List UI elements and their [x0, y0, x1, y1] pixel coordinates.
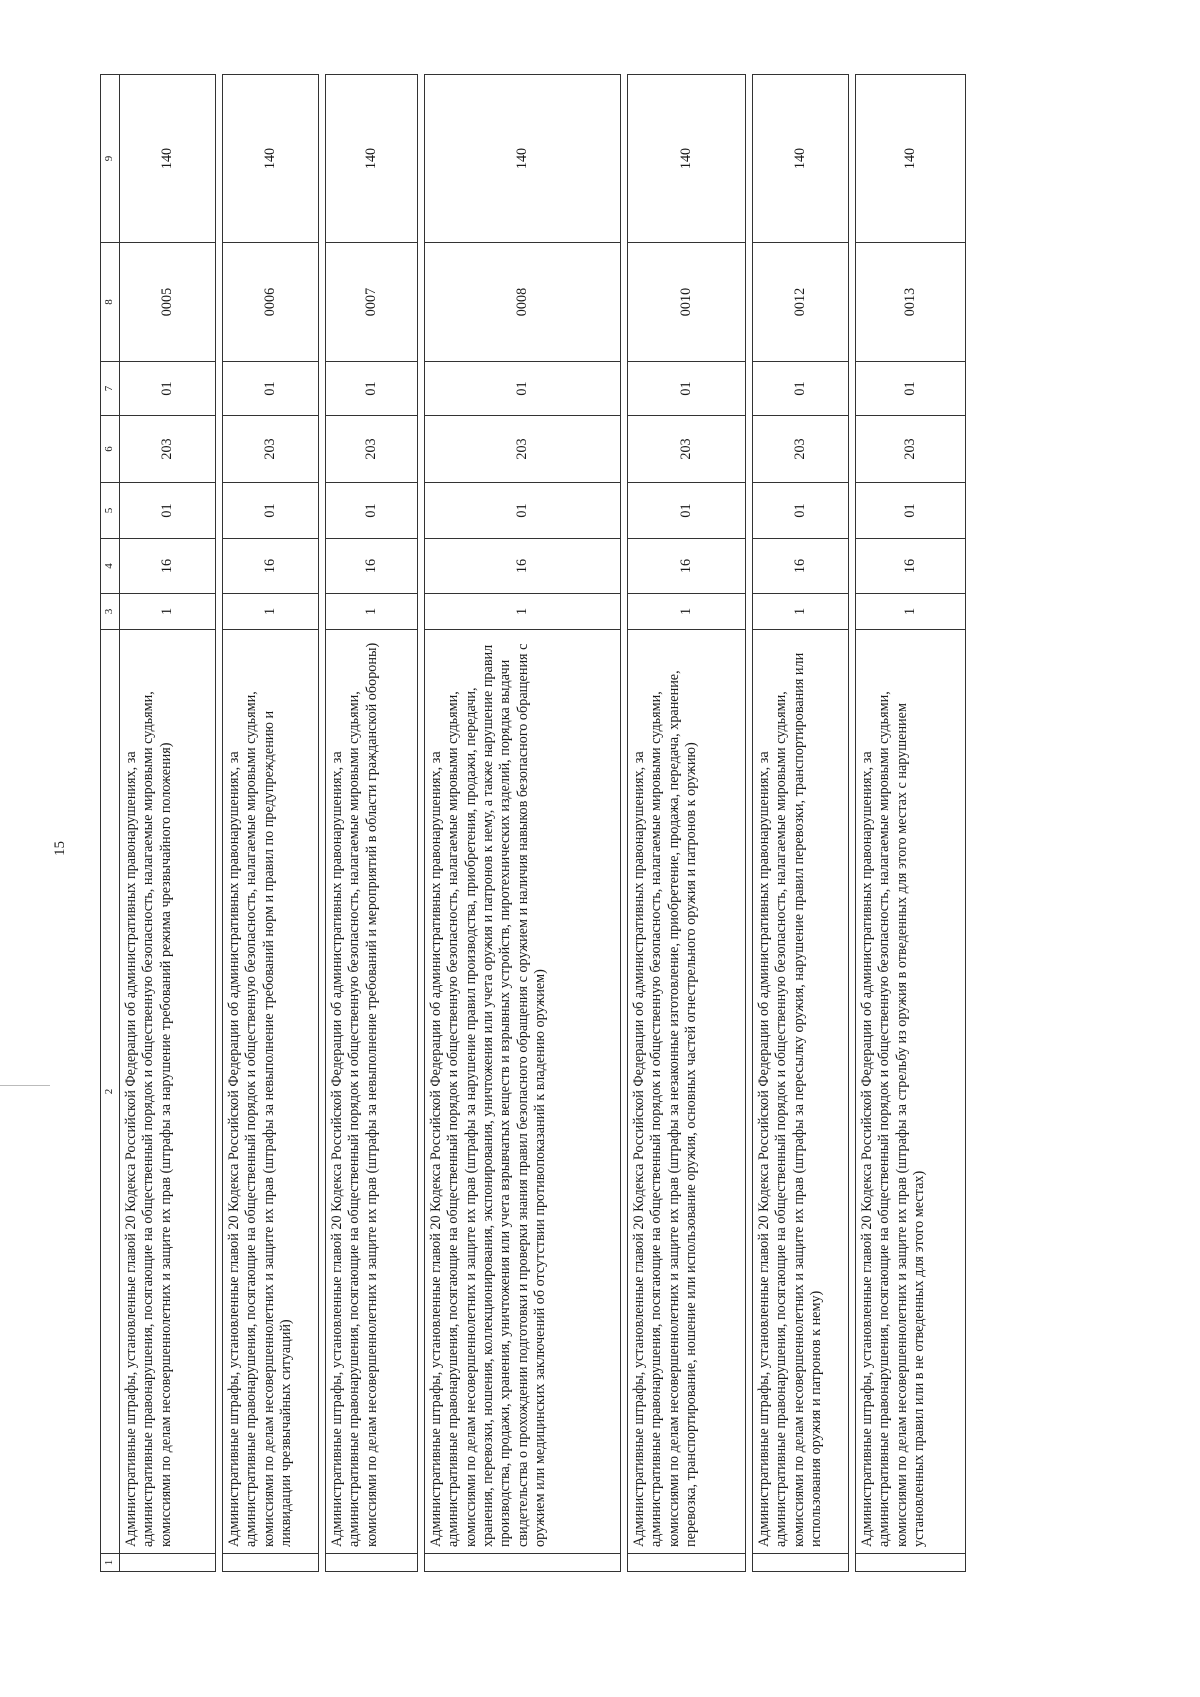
- code-cell: 203: [425, 416, 621, 483]
- code-cell: 16: [326, 539, 418, 594]
- row-gap: [216, 75, 223, 1572]
- row-index-cell: [223, 1554, 319, 1572]
- code-cell: 203: [326, 416, 418, 483]
- row-gap: [746, 75, 753, 1572]
- code-cell: 203: [856, 416, 966, 483]
- column-header: 7: [101, 362, 120, 416]
- code-cell: 01: [120, 483, 216, 539]
- scan-artifact-line: [0, 1085, 50, 1086]
- header-row: [101, 75, 120, 1572]
- column-header: 1: [101, 1554, 120, 1572]
- code-cell: 1: [223, 594, 319, 630]
- page-number: 15: [52, 841, 68, 856]
- description-cell: Административные штрафы, установленные главой 20 Кодекса Российской Федерации об административных правонарушениях, за административные правонарушения, посягающие на общественный порядок и общественную безопасность, налагаемые мировыми судьями, комиссиями по делам несовершеннолетних и защите их прав (штрафы за нарушение правил производства, приобретения, продажи, передачи, хранения, перевозки, ношения, коллекционирования, экспонирования, уничтожения или учета оружия и патронов к нему, а также нарушение правил производства, продажи, хранения, уничтожения или учета взрывчатых веществ и взрывных устройств, пиротехнических изделий, порядка выдачи свидетельства о прохождении подготовки и проверки знания правил безопасного обращения с оружием и наличия навыков безопасного обращения с оружием или медицинских заключений об отсутствии противопоказаний к владению оружием): [425, 630, 621, 1554]
- code-cell: 01: [753, 362, 849, 416]
- table-row: [120, 75, 216, 1572]
- table-row: [628, 75, 746, 1572]
- code-cell: 16: [628, 539, 746, 594]
- row-index-cell: [628, 1554, 746, 1572]
- code-cell: 203: [120, 416, 216, 483]
- code-cell: 01: [120, 362, 216, 416]
- code-cell: 203: [753, 416, 849, 483]
- row-index-cell: [326, 1554, 418, 1572]
- row-index-cell: [425, 1554, 621, 1572]
- code-cell: 01: [223, 483, 319, 539]
- budget-classification-table: [100, 74, 966, 1572]
- table-row: [856, 75, 966, 1572]
- code-cell: 0005: [120, 243, 216, 362]
- code-cell: 1: [425, 594, 621, 630]
- column-header: 6: [101, 416, 120, 483]
- code-cell: 1: [326, 594, 418, 630]
- code-cell: 140: [628, 75, 746, 243]
- column-header: 4: [101, 539, 120, 594]
- table-row: [753, 75, 849, 1572]
- row-gap: [849, 75, 856, 1572]
- code-cell: 140: [223, 75, 319, 243]
- column-header: 8: [101, 243, 120, 362]
- code-cell: 01: [856, 362, 966, 416]
- code-cell: 140: [856, 75, 966, 243]
- code-cell: 0007: [326, 243, 418, 362]
- code-cell: 01: [753, 483, 849, 539]
- code-cell: 203: [628, 416, 746, 483]
- code-cell: 0010: [628, 243, 746, 362]
- column-header: 5: [101, 483, 120, 539]
- code-cell: 1: [120, 594, 216, 630]
- code-cell: 16: [120, 539, 216, 594]
- code-cell: 0006: [223, 243, 319, 362]
- column-header: 9: [101, 75, 120, 243]
- code-cell: 01: [425, 362, 621, 416]
- code-cell: 140: [753, 75, 849, 243]
- code-cell: 16: [753, 539, 849, 594]
- row-index-cell: [856, 1554, 966, 1572]
- code-cell: 16: [425, 539, 621, 594]
- code-cell: 203: [223, 416, 319, 483]
- code-cell: 0013: [856, 243, 966, 362]
- row-gap: [319, 75, 326, 1572]
- code-cell: 01: [628, 483, 746, 539]
- row-gap: [418, 75, 425, 1572]
- code-cell: 01: [326, 483, 418, 539]
- code-cell: 0008: [425, 243, 621, 362]
- code-cell: 01: [856, 483, 966, 539]
- column-header: 2: [101, 630, 120, 1554]
- table-row: [326, 75, 418, 1572]
- table-row: [425, 75, 621, 1572]
- row-index-cell: [753, 1554, 849, 1572]
- description-cell: Административные штрафы, установленные главой 20 Кодекса Российской Федерации об административных правонарушениях, за административные правонарушения, посягающие на общественный порядок и общественную безопасность, налагаемые мировыми судьями, комиссиями по делам несовершеннолетних и защите их прав (штрафы за пересылку оружия, нарушение правил перевозки, транспортирования или использования оружия и патронов к нему): [753, 630, 849, 1554]
- code-cell: 01: [425, 483, 621, 539]
- code-cell: 1: [753, 594, 849, 630]
- code-cell: 0012: [753, 243, 849, 362]
- description-cell: Административные штрафы, установленные главой 20 Кодекса Российской Федерации об административных правонарушениях, за административные правонарушения, посягающие на общественный порядок и общественную безопасность, налагаемые мировыми судьями, комиссиями по делам несовершеннолетних и защите их прав (штрафы за стрельбу из оружия в отведенных для этого местах с нарушением установленных правил или в не отведенных для этого местах): [856, 630, 966, 1554]
- code-cell: 1: [856, 594, 966, 630]
- code-cell: 140: [326, 75, 418, 243]
- description-cell: Административные штрафы, установленные главой 20 Кодекса Российской Федерации об административных правонарушениях, за административные правонарушения, посягающие на общественный порядок и общественную безопасность, налагаемые мировыми судьями, комиссиями по делам несовершеннолетних и защите их прав (штрафы за невыполнение требований норм и правил по предупреждению и ликвидации чрезвычайных ситуаций): [223, 630, 319, 1554]
- row-gap: [621, 75, 628, 1572]
- description-cell: Административные штрафы, установленные главой 20 Кодекса Российской Федерации об административных правонарушениях, за административные правонарушения, посягающие на общественный порядок и общественную безопасность, налагаемые мировыми судьями, комиссиями по делам несовершеннолетних и защите их прав (штрафы за незаконные изготовление, приобретение, продажа, передача, хранение, перевозка, транспортирование, ношение или использование оружия, основных частей огнестрельного оружия и патронов к оружию): [628, 630, 746, 1554]
- code-cell: 1: [628, 594, 746, 630]
- code-cell: 140: [120, 75, 216, 243]
- code-cell: 140: [425, 75, 621, 243]
- code-cell: 01: [628, 362, 746, 416]
- column-header: 3: [101, 594, 120, 630]
- description-cell: Административные штрафы, установленные главой 20 Кодекса Российской Федерации об административных правонарушениях, за административные правонарушения, посягающие на общественный порядок и общественную безопасность, налагаемые мировыми судьями, комиссиями по делам несовершеннолетних и защите их прав (штрафы за невыполнение требований и мероприятий в области гражданской обороны): [326, 630, 418, 1554]
- code-cell: 16: [223, 539, 319, 594]
- code-cell: 16: [856, 539, 966, 594]
- table-row: [223, 75, 319, 1572]
- description-cell: Административные штрафы, установленные главой 20 Кодекса Российской Федерации об административных правонарушениях, за административные правонарушения, посягающие на общественный порядок и общественную безопасность, налагаемые мировыми судьями, комиссиями по делам несовершеннолетних и защите их прав (штрафы за нарушение требований режима чрезвычайного положения): [120, 630, 216, 1554]
- code-cell: 01: [326, 362, 418, 416]
- code-cell: 01: [223, 362, 319, 416]
- row-index-cell: [120, 1554, 216, 1572]
